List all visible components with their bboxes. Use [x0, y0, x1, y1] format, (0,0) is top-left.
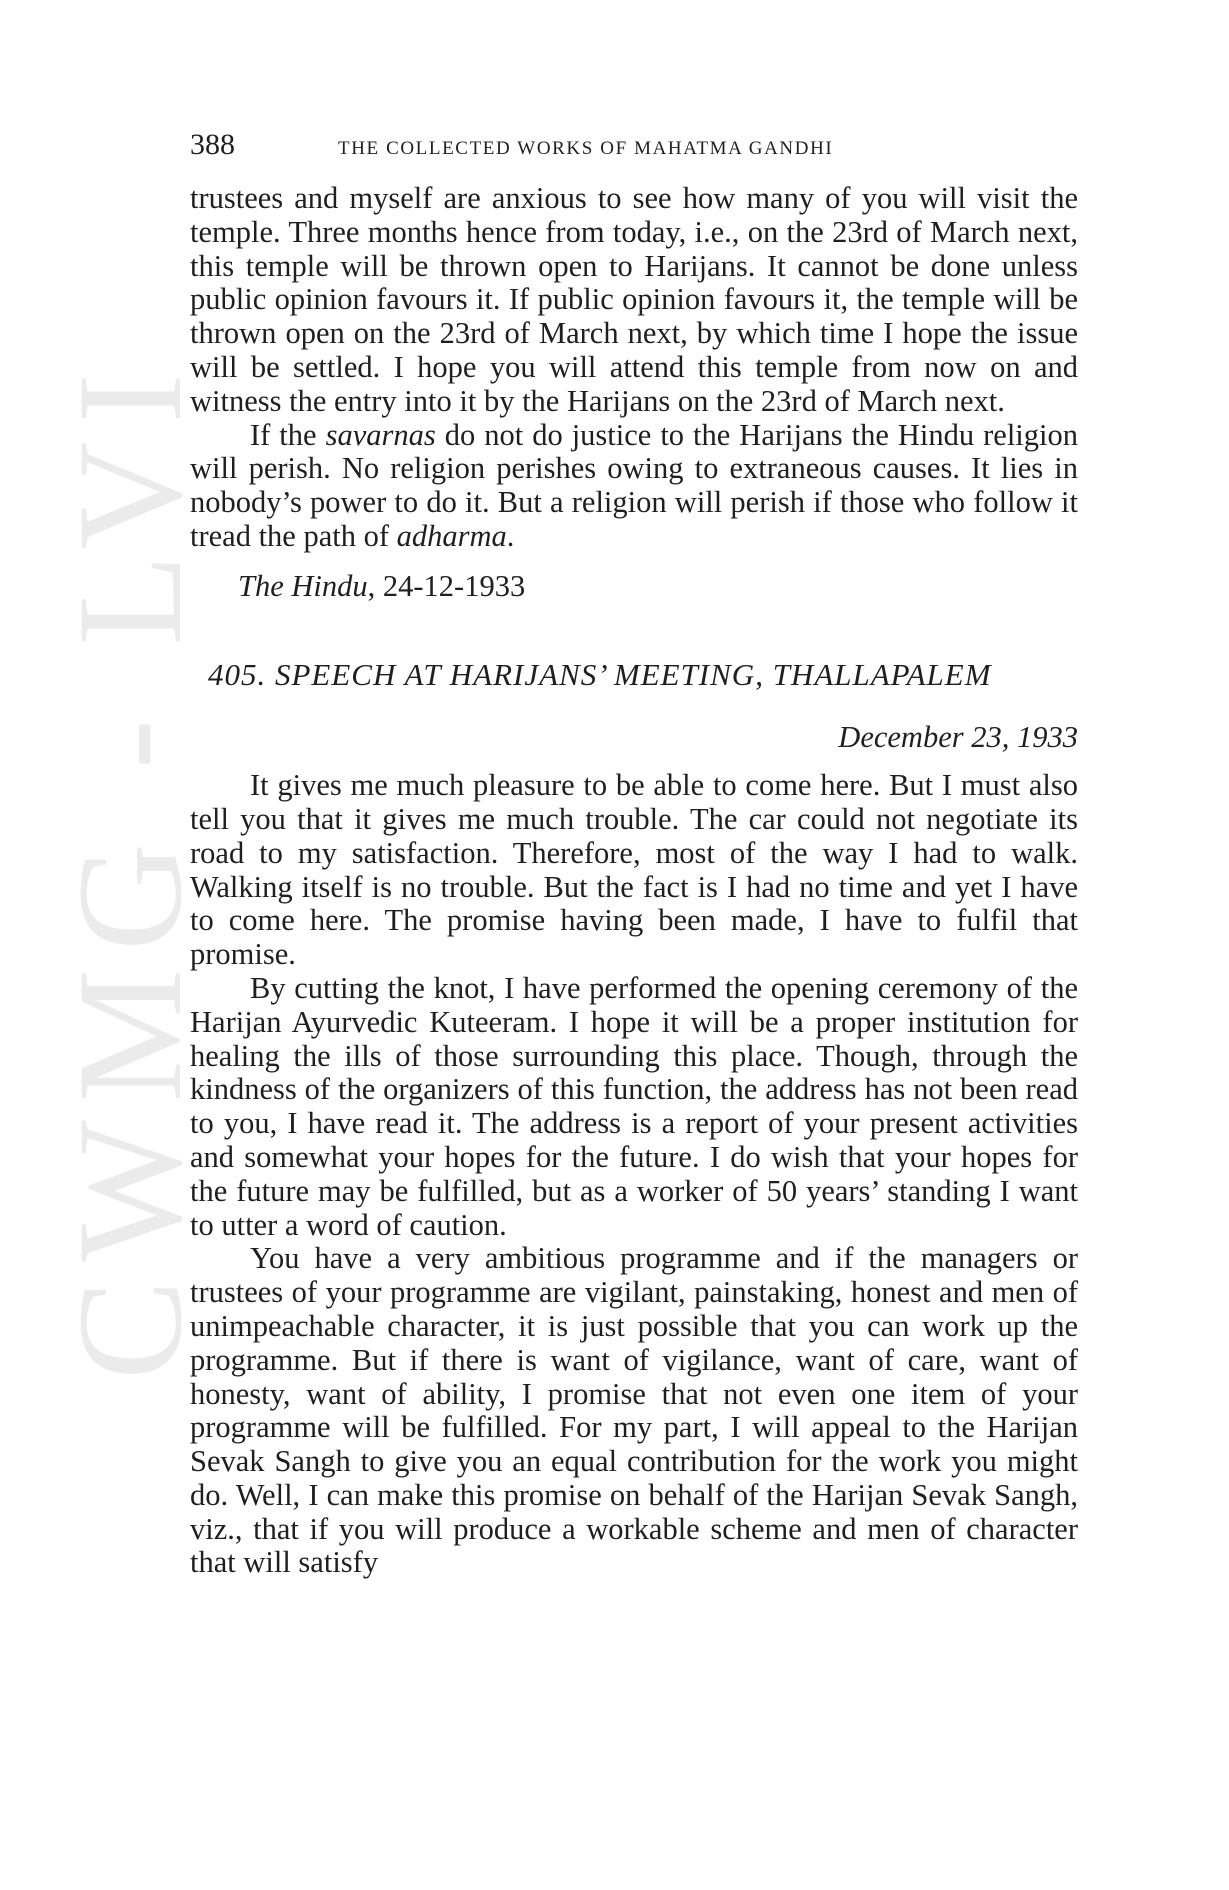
italic-term: adharma — [396, 518, 507, 553]
paragraph: You have a very ambitious programme and if the managers or trustees of your programme are vigilant, painstaking, honest and men of unimpeachable character, it is just possible that you can work up the programme. But if there is want of vigilance, want of care, want of honesty, want of ability, I promise that not even one item of your programme will be fulfilled. For my part, I will appeal to the Harijan Sevak Sangh to give you an equal contribution for the work you might do. Well, I can make this promise on behalf of the Harijan Sevak Sangh, viz., that if you will produce a workable scheme and men of character that will satisfy — [190, 1241, 1078, 1580]
page-number: 388 — [190, 128, 235, 161]
page-header — [190, 128, 1080, 168]
running-head: THE COLLECTED WORKS OF MAHATMA GANDHI — [338, 138, 834, 159]
dateline: December 23, 1933 — [838, 720, 1078, 755]
body-text — [190, 182, 1078, 1580]
paragraph: trustees and myself are anxious to see how many of you will visit the temple. Three months hence from today, i.e., on the 23rd of March next, this temple will be thrown open to Harijans. It cannot be done unless public opinion favours it. If public opinion favours it, the temple will be thrown open on the 23rd of March next, by which time I hope the issue will be settled. I hope you will attend this temple from now on and witness the entry into it by the Harijans on the 23rd of March next. — [190, 181, 1078, 418]
text-run: . — [506, 518, 515, 553]
section-heading: 405. SPEECH AT HARIJANS’ MEETING, THALLAPALEM — [208, 656, 992, 692]
watermark: CWMG - LVI — [47, 355, 213, 1380]
paragraph: It gives me much pleasure to be able to come here. But I must also tell you that it gives me much trouble. The car could not negotiate its road to my satisfaction. Therefore, most of the way I had to walk. Walking itself is no trouble. But the fact is I had no time and yet I have to come here. The promise having been made, I have to fulfil that promise. — [190, 768, 1078, 972]
source-date: , 24-12-1933 — [367, 568, 526, 603]
paragraph — [190, 419, 1078, 554]
text-run: If the — [250, 417, 326, 452]
paragraph: By cutting the knot, I have performed the opening ceremony of the Harijan Ayurvedic Kuteeram. I hope it will be a proper institution for healing the ills of those surrounding this place. Though, through the kindness of the organizers of this function, the address has not been read to you, I have read it. The address is a report of your present activities and somewhat your hopes for the future. I do wish that your hopes for the future may be fulfilled, but as a worker of 50 years’ standing I want to utter a word of caution. — [190, 970, 1078, 1242]
italic-term: savarnas — [325, 417, 436, 452]
text-run: do not do justice to the Harijans the Hindu religion will perish. No religion perishes owing to extraneous causes. It lies in nobody’s power to do it. But a religion will perish if those who follow it tread the path of — [190, 417, 1078, 553]
source-citation — [190, 570, 1078, 604]
source-publication: The Hindu — [238, 568, 368, 603]
